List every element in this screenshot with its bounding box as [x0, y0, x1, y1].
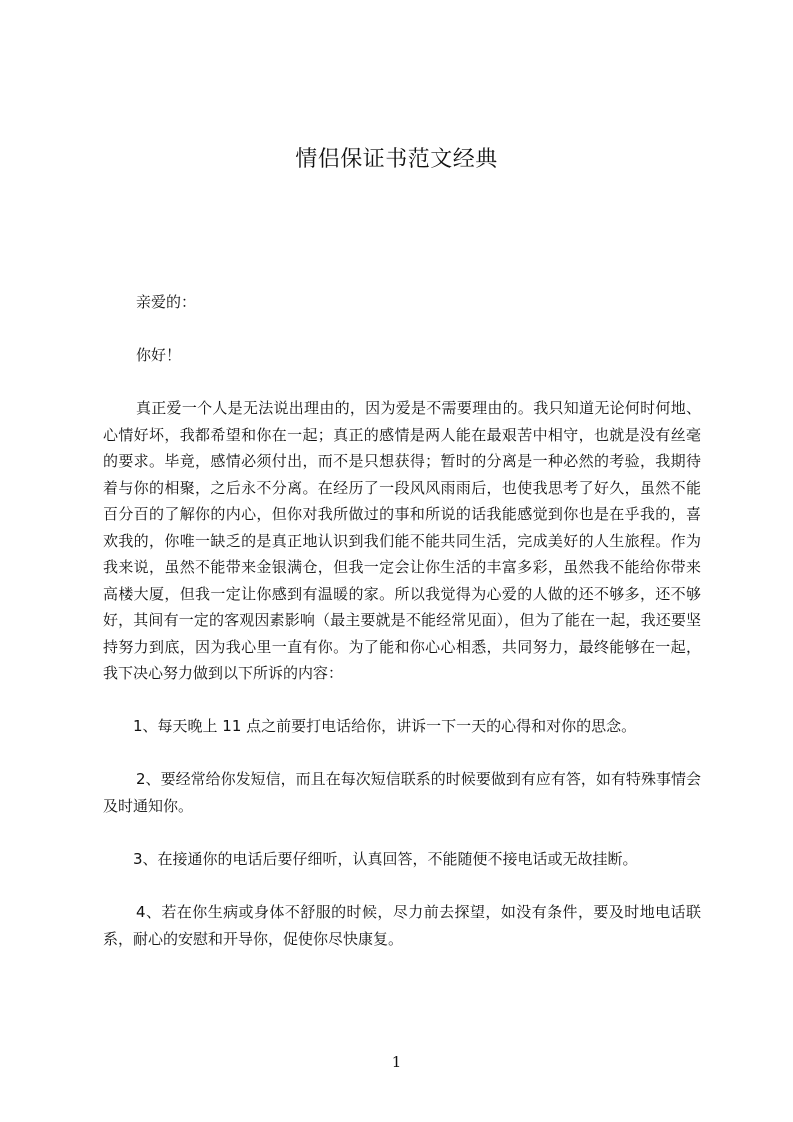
- greeting: 你好！: [136, 346, 182, 364]
- pledge-item-4: 4、若在你生病或身体不舒服的时候，尽力前去探望，如没有条件，要及时地电话联系，耐心的安慰和开导你，促使你尽快康复。: [103, 903, 701, 948]
- pledge-item-2: 2、要经常给你发短信，而且在每次短信联系的时候要做到有应有答，如有特殊事情会及时通知你。: [103, 770, 701, 815]
- pledge-item-3: 3、在接通你的电话后要仔细听，认真回答，不能随便不接电话或无故挂断。: [133, 850, 638, 868]
- pledge-item-1: 1、每天晚上 11 点之前要打电话给你，讲诉一下一天的心得和对你的思念。: [133, 717, 637, 735]
- page-number: 1: [391, 1053, 402, 1071]
- body-paragraph: 真正爱一个人是无法说出理由的，因为爱是不需要理由的。我只知道无论何时何地、心情好坏，我都希望和你在一起；真正的感情是两人能在最艰苦中相守，也就是没有丝毫的要求。毕竟，感情必须付出，而不是只想获得；暂时的分离是一种必然的考验，我期待着与你的相聚，之后永不分离。在经历了一段风风雨雨后，也使我思考了好久，虽然不能百分百的了解你的内心，但你对我所做过的事和所说的话我能感觉到你也是在乎我的，喜欢我的，你唯一缺乏的是真正地认识到我们能不能共同生活，完成美好的人生旅程。作为我来说，虽然不能带来金银满仓，但我一定会让你生活的丰富多彩，虽然我不能给你带来高楼大厦，但我一定让你感到有温暖的家。所以我觉得为心爱的人做的还不够多，还不够好，其间有一定的客观因素影响（最主要就是不能经常见面），但为了能在一起，我还要坚持努力到底，因为我心里一直有你。为了能和你心心相悉，共同努力，最终能够在一起，我下决心努力做到以下所诉的内容：: [103, 399, 701, 682]
- salutation: 亲爱的：: [136, 293, 197, 311]
- document-title: 情侣保证书范文经典: [295, 147, 498, 172]
